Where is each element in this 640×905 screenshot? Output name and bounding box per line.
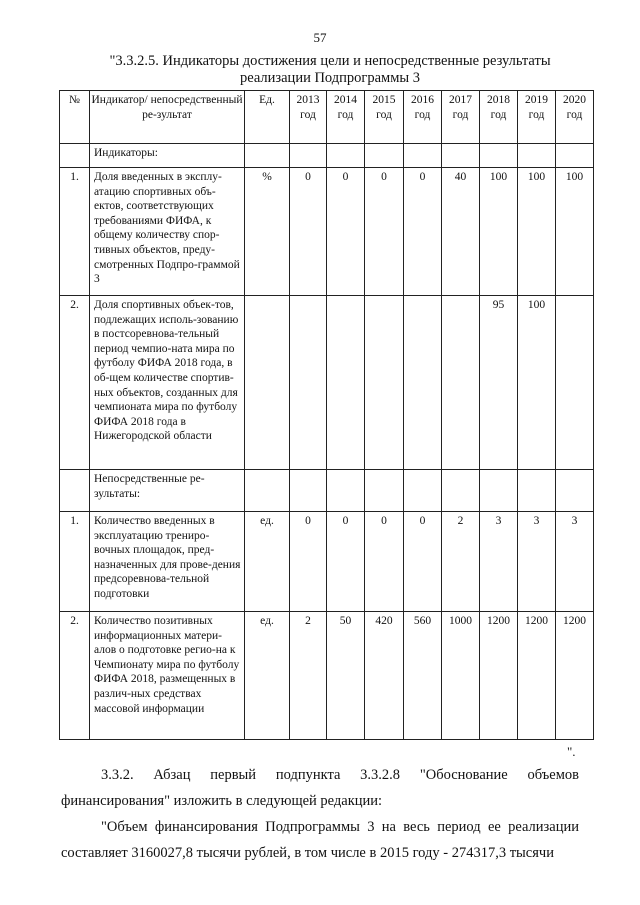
- row-value-2020: 1200: [556, 612, 594, 740]
- row-unit: %: [245, 168, 290, 296]
- header-year-2016: 2016 год: [404, 91, 442, 144]
- row-value-2019: 100: [518, 296, 556, 470]
- row-value-2019: 1200: [518, 612, 556, 740]
- paragraph-financing-text: "Объем финансирования Подпрограммы 3 на весь период ее реализации составляет 3160027,8 тысячи рублей, в том числе в 2015 году - 274317,3 тысячи: [61, 819, 579, 861]
- row-value-2014: 0: [327, 512, 365, 612]
- row-name: Количество позитивных информационных матери-алов о подготовке регио-на к Чемпионату мира по футболу ФИФА 2018, размещенных в различ-ных средствах массовой информации: [90, 612, 245, 740]
- row-value-2016: [404, 296, 442, 470]
- header-num: №: [60, 91, 90, 144]
- row-value-2013: 0: [290, 512, 327, 612]
- row-value-2015: 0: [365, 512, 404, 612]
- paragraph-amendment-text: 3.3.2. Абзац первый подпункта 3.3.2.8 "Обоснование объемов финансирования" изложить в следующей редакции:: [61, 767, 579, 809]
- table-row: [60, 612, 594, 740]
- row-value-2013: 2: [290, 612, 327, 740]
- row-value-2015: 420: [365, 612, 404, 740]
- row-name: Количество введенных в эксплуатацию трениро-вочных площадок, пред-назначенных для прове-дения предсоревнова-тельной подготовки: [90, 512, 245, 612]
- row-value-2018: 100: [480, 168, 518, 296]
- row-value-2017: [442, 296, 480, 470]
- table-title: [95, 53, 565, 87]
- row-value-2013: [290, 296, 327, 470]
- table-title-line-1: "3.3.2.5. Индикаторы достижения цели и непосредственные результаты: [109, 53, 551, 69]
- row-name: Доля введенных в эксплу-атацию спортивных объ-ектов, соответствующих требованиями ФИФА, к общему количеству спор-тивных объектов, преду-смотренных Подпро-граммой 3: [90, 168, 245, 296]
- row-value-2015: [365, 296, 404, 470]
- row-value-2014: [327, 296, 365, 470]
- row-num: 2.: [60, 296, 90, 470]
- table-row: [60, 168, 594, 296]
- paragraph-amendment: [61, 762, 579, 814]
- header-unit: Ед.: [245, 91, 290, 144]
- page-number: 57: [313, 30, 327, 45]
- row-value-2013: 0: [290, 168, 327, 296]
- row-value-2015: 0: [365, 168, 404, 296]
- row-value-2020: [556, 296, 594, 470]
- header-indicator: Индикатор/ непосредственный ре-зультат: [90, 91, 245, 144]
- row-value-2016: 0: [404, 512, 442, 612]
- row-value-2019: 3: [518, 512, 556, 612]
- section-row-indicators: [60, 144, 594, 168]
- table-row: [60, 512, 594, 612]
- table-header-row: [60, 91, 594, 144]
- row-name: Доля спортивных объек-тов, подлежащих исполь-зованию в постсоревнова-тельный период чемпио-ната мира по футболу ФИФА 2018 года, в об-щем количестве спортив-ных объектов, созданных для чемпионата мира по футболу ФИФА 2018 года в Нижегородской области: [90, 296, 245, 470]
- header-year-2017: 2017 год: [442, 91, 480, 144]
- closing-quote: ".: [567, 744, 576, 759]
- row-unit: ед.: [245, 512, 290, 612]
- header-year-2020: 2020 год: [556, 91, 594, 144]
- row-num: 1.: [60, 168, 90, 296]
- paragraph-financing: [61, 814, 579, 866]
- row-value-2018: 95: [480, 296, 518, 470]
- row-value-2020: 3: [556, 512, 594, 612]
- header-year-2014: 2014 год: [327, 91, 365, 144]
- header-year-2018: 2018 год: [480, 91, 518, 144]
- row-unit: [245, 296, 290, 470]
- table-title-line-2: реализации Подпрограммы 3: [239, 70, 421, 86]
- row-value-2018: 1200: [480, 612, 518, 740]
- section-label-results: Непосредственные ре-зультаты:: [90, 470, 245, 512]
- row-value-2017: 40: [442, 168, 480, 296]
- row-value-2014: 50: [327, 612, 365, 740]
- section-row-results: [60, 470, 594, 512]
- indicators-table: [59, 90, 594, 740]
- row-num: 1.: [60, 512, 90, 612]
- row-value-2017: 1000: [442, 612, 480, 740]
- table-row: [60, 296, 594, 470]
- row-value-2016: 0: [404, 168, 442, 296]
- section-label-indicators: Индикаторы:: [90, 144, 245, 168]
- row-unit: ед.: [245, 612, 290, 740]
- header-year-2015: 2015 год: [365, 91, 404, 144]
- row-value-2019: 100: [518, 168, 556, 296]
- row-value-2020: 100: [556, 168, 594, 296]
- header-year-2019: 2019 год: [518, 91, 556, 144]
- header-year-2013: 2013 год: [290, 91, 327, 144]
- row-value-2017: 2: [442, 512, 480, 612]
- row-value-2014: 0: [327, 168, 365, 296]
- row-value-2018: 3: [480, 512, 518, 612]
- row-num: 2.: [60, 612, 90, 740]
- row-value-2016: 560: [404, 612, 442, 740]
